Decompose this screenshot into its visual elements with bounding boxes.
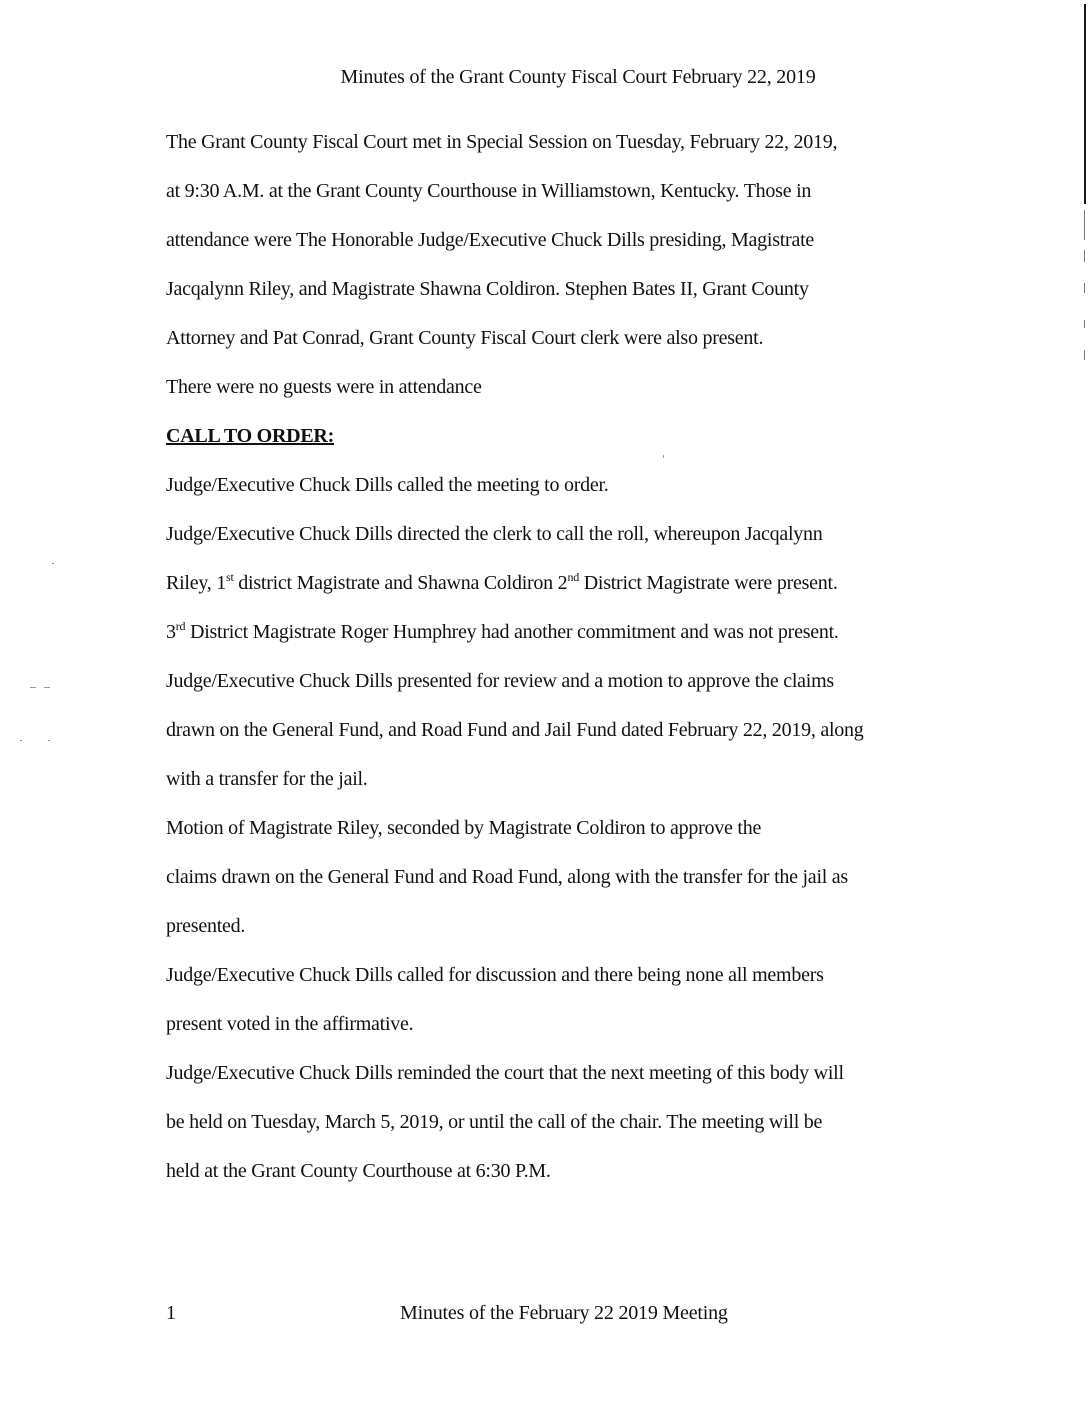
minutes-line: claims drawn on the General Fund and Road Fund, along with the transfer for the jail as — [166, 866, 848, 888]
text-run: 3 — [166, 621, 176, 643]
scan-speck — [663, 455, 664, 458]
scan-speck — [44, 687, 50, 688]
text-run: District Magistrate Roger Humphrey had another commitment and was not present. — [185, 621, 839, 643]
minutes-line: Motion of Magistrate Riley, seconded by Magistrate Coldiron to approve the — [166, 817, 762, 839]
scan-edge-mark — [1084, 320, 1085, 328]
minutes-line: Judge/Executive Chuck Dills called the meeting to order. — [166, 474, 609, 496]
text-run: district Magistrate and Shawna Coldiron 2 — [233, 572, 568, 594]
minutes-line: be held on Tuesday, March 5, 2019, or until the call of the chair. The meeting will be — [166, 1111, 823, 1133]
scan-edge-line — [1084, 4, 1086, 204]
paragraph-line: Jacqalynn Riley, and Magistrate Shawna Coldiron. Stephen Bates II, Grant County — [166, 278, 809, 300]
minutes-line: held at the Grant County Courthouse at 6:30 P.M. — [166, 1160, 551, 1182]
scan-speck — [20, 740, 22, 741]
scan-edge-mark — [1084, 210, 1085, 240]
minutes-line — [166, 620, 839, 644]
paragraph-line: at 9:30 A.M. at the Grant County Courthouse in Williamstown, Kentucky. Those in — [166, 180, 812, 202]
scan-edge-mark — [1084, 350, 1085, 360]
minutes-line: Judge/Executive Chuck Dills reminded the court that the next meeting of this body will — [166, 1062, 844, 1084]
text-run: District Magistrate were present. — [578, 572, 838, 594]
section-heading: CALL TO ORDER: — [166, 425, 335, 447]
scan-speck — [30, 687, 36, 688]
text-run: Riley, 1 — [166, 572, 227, 594]
minutes-line — [166, 571, 838, 595]
scan-edge-mark — [1084, 283, 1085, 293]
scan-speck — [48, 740, 50, 741]
page-number: 1 — [166, 1302, 176, 1324]
minutes-line: Judge/Executive Chuck Dills called for discussion and there being none all members — [166, 964, 824, 986]
paragraph-line: attendance were The Honorable Judge/Executive Chuck Dills presiding, Magistrate — [166, 229, 815, 251]
ordinal-suffix: nd — [567, 570, 579, 584]
ordinal-suffix: st — [226, 570, 234, 584]
minutes-line: Judge/Executive Chuck Dills directed the clerk to call the roll, whereupon Jacqalynn — [166, 523, 823, 545]
page-footer: Minutes of the February 22 2019 Meeting — [400, 1302, 728, 1324]
scan-edge-mark — [1084, 250, 1085, 262]
minutes-line: Judge/Executive Chuck Dills presented for review and a motion to approve the claims — [166, 670, 834, 692]
minutes-line: present voted in the affirmative. — [166, 1013, 414, 1035]
minutes-line: presented. — [166, 915, 246, 937]
scan-speck — [52, 563, 54, 564]
minutes-line: drawn on the General Fund, and Road Fund and Jail Fund dated February 22, 2019, along — [166, 719, 864, 741]
paragraph-line: The Grant County Fiscal Court met in Special Session on Tuesday, February 22, 2019, — [166, 131, 838, 153]
paragraph-line: There were no guests were in attendance — [166, 376, 482, 398]
ordinal-suffix: rd — [175, 619, 186, 633]
page-header: Minutes of the Grant County Fiscal Court February 22, 2019 — [340, 66, 816, 88]
paragraph-line: Attorney and Pat Conrad, Grant County Fiscal Court clerk were also present. — [166, 327, 764, 349]
minutes-line: with a transfer for the jail. — [166, 768, 368, 790]
